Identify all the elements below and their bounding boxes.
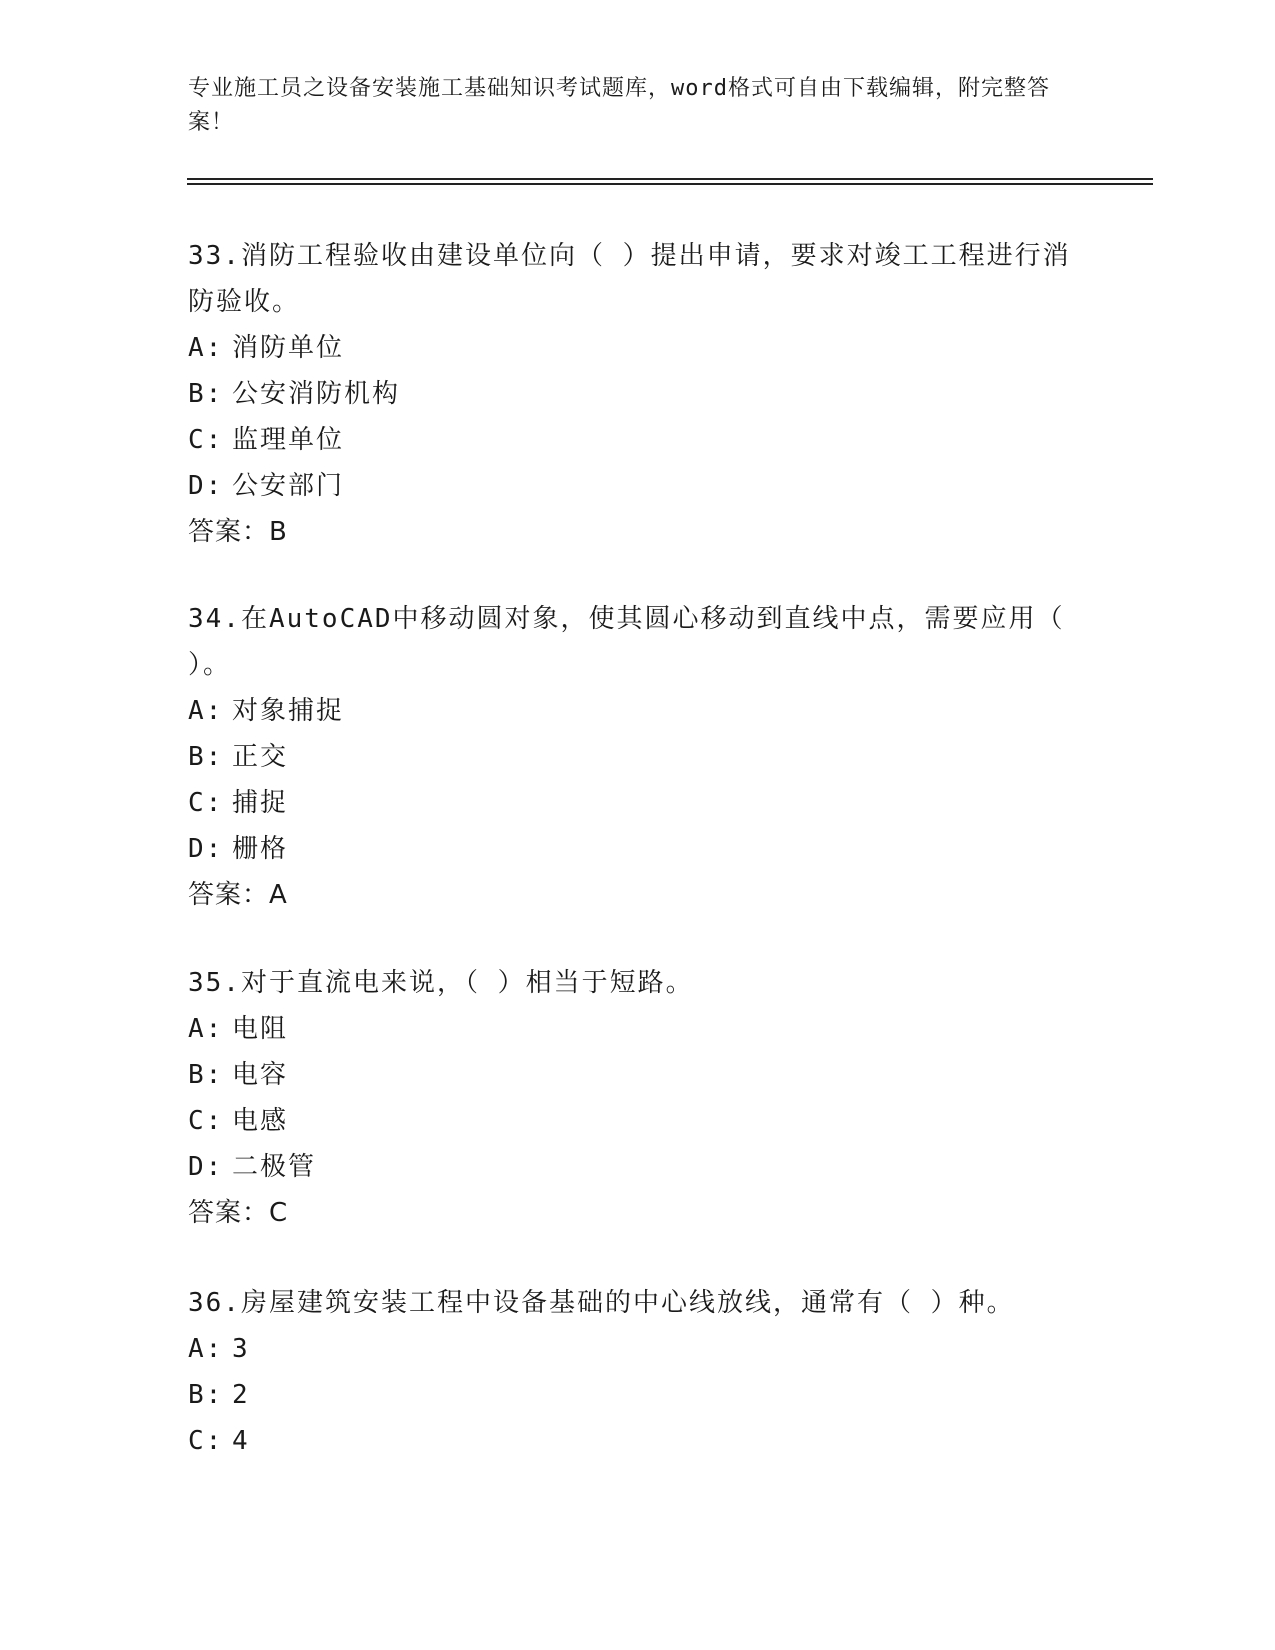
header-rule-bottom: [187, 183, 1153, 185]
option-text: 对象捕捉: [232, 696, 345, 726]
question-33: [188, 233, 1088, 555]
option-text: 电阻: [232, 1014, 289, 1044]
option-text: 二极管: [232, 1152, 317, 1182]
option-c: [188, 1098, 1088, 1144]
option-c: [188, 417, 1088, 463]
option-b: [188, 1052, 1088, 1098]
option-label: D:: [188, 834, 224, 864]
option-a: [188, 325, 1088, 371]
option-label: D:: [188, 471, 224, 501]
option-label: A:: [188, 1334, 224, 1364]
option-label: C:: [188, 1106, 224, 1136]
option-b: [188, 1372, 1088, 1418]
option-text: 2: [232, 1380, 250, 1410]
option-a: [188, 688, 1088, 734]
option-text: 监理单位: [232, 425, 345, 455]
option-label: B:: [188, 742, 224, 772]
option-label: C:: [188, 425, 224, 455]
question-34: [188, 596, 1088, 918]
question-stem: 35.对于直流电来说，（ ）相当于短路。: [188, 968, 694, 998]
answer-line: 答案：B: [188, 517, 288, 547]
option-text: 4: [232, 1426, 250, 1456]
option-text: 电容: [232, 1060, 289, 1090]
question-stem: 36.房屋建筑安装工程中设备基础的中心线放线，通常有（ ）种。: [188, 1288, 1015, 1318]
option-c: [188, 780, 1088, 826]
document-header: 专业施工员之设备安装施工基础知识考试题库，word格式可自由下载编辑，附完整答案！: [188, 76, 1050, 135]
question-stem: 33.消防工程验收由建设单位向（ ）提出申请，要求对竣工工程进行消防验收。: [188, 241, 1071, 317]
option-label: B:: [188, 1380, 224, 1410]
option-label: A:: [188, 1014, 224, 1044]
option-a: [188, 1006, 1088, 1052]
option-c: [188, 1418, 1088, 1464]
option-text: 公安部门: [232, 471, 345, 501]
option-text: 消防单位: [232, 333, 345, 363]
option-b: [188, 371, 1088, 417]
option-label: D:: [188, 1152, 224, 1182]
option-text: 捕捉: [232, 788, 289, 818]
question-stem: 34.在AutoCAD中移动圆对象，使其圆心移动到直线中点，需要应用（ ）。: [188, 604, 1065, 680]
option-label: C:: [188, 788, 224, 818]
answer-line: 答案：C: [188, 1198, 289, 1228]
option-d: [188, 463, 1088, 509]
header-rule-top: [187, 178, 1153, 180]
option-d: [188, 826, 1088, 872]
option-text: 公安消防机构: [232, 379, 401, 409]
option-label: B:: [188, 379, 224, 409]
answer-line: 答案：A: [188, 880, 288, 910]
option-label: A:: [188, 333, 224, 363]
question-36: [188, 1280, 1088, 1464]
option-label: A:: [188, 696, 224, 726]
option-label: C:: [188, 1426, 224, 1456]
option-text: 正交: [232, 742, 289, 772]
option-text: 栅格: [232, 834, 289, 864]
option-a: [188, 1326, 1088, 1372]
question-35: [188, 960, 1088, 1236]
option-b: [188, 734, 1088, 780]
option-d: [188, 1144, 1088, 1190]
option-label: B:: [188, 1060, 224, 1090]
option-text: 3: [232, 1334, 250, 1364]
option-text: 电感: [232, 1106, 289, 1136]
